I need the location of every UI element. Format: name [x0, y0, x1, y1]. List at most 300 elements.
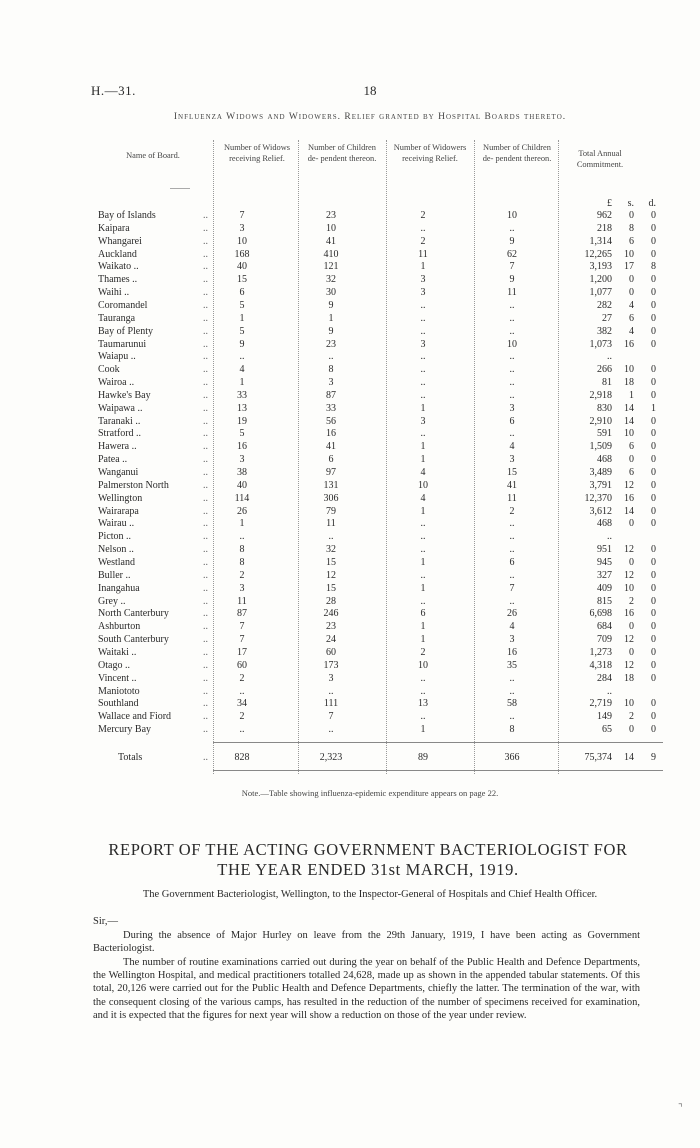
board-name: Buller ..: [98, 569, 131, 581]
widows-count: 8: [239, 544, 245, 556]
annual-commitment: [556, 711, 656, 722]
column-header-children-widowers: Number of Children de- pendent thereon.: [482, 143, 552, 163]
pounds: 81: [602, 377, 612, 388]
annual-commitment: [556, 467, 656, 478]
widows-count: ..: [239, 685, 245, 697]
table-row: [98, 454, 658, 465]
leader-dots: ..: [203, 608, 208, 620]
widowers-count: 6: [420, 608, 426, 620]
annual-commitment: [556, 621, 656, 632]
pence: 0: [651, 492, 656, 504]
annual-commitment: [556, 210, 656, 221]
pounds: 3,791: [589, 479, 612, 491]
children-widows-count: 56: [326, 415, 336, 427]
children-widows-count: 7: [328, 711, 334, 723]
pounds: 951: [597, 544, 612, 556]
table-row: [98, 544, 658, 555]
board-name: Kaipara: [98, 222, 130, 234]
shillings: 12: [624, 479, 634, 491]
widows-count: 168: [234, 248, 250, 260]
board-name: Taumarunui: [98, 338, 147, 350]
children-widows-count: 306: [323, 492, 339, 504]
pence: 0: [651, 621, 656, 633]
table-row: [98, 557, 658, 568]
shillings: 0: [629, 557, 634, 568]
leader-dots: ..: [203, 441, 208, 453]
leader-dots: ..: [203, 711, 208, 723]
table-row: [98, 634, 658, 645]
leader-dots: ..: [203, 402, 208, 414]
board-name: Waihi ..: [98, 287, 130, 299]
pence: 0: [651, 287, 656, 299]
table-row: [98, 339, 658, 350]
board-name: Palmerston North: [98, 479, 169, 491]
leader-dots: ..: [203, 248, 208, 260]
pence: 0: [651, 659, 656, 671]
pence: 0: [651, 428, 656, 440]
children-widowers-count: ..: [509, 312, 515, 324]
totals-label: Totals: [118, 752, 143, 763]
children-widows-count: 97: [326, 467, 336, 478]
children-widows-count: ..: [328, 531, 334, 543]
shillings: 2: [629, 595, 634, 607]
table-row: [98, 300, 658, 311]
widows-count: 17: [237, 646, 247, 658]
leader-dots: ..: [203, 752, 208, 763]
leader-dots: ..: [203, 582, 208, 594]
leader-dots: ..: [203, 492, 208, 504]
table-row: [98, 287, 658, 298]
annual-commitment: [556, 390, 656, 401]
shillings: 10: [624, 698, 634, 710]
annual-commitment: [556, 300, 656, 311]
table-row: [98, 351, 658, 362]
widows-count: 5: [239, 428, 245, 440]
leader-dots: ..: [203, 377, 208, 388]
pence: 0: [651, 557, 656, 568]
annual-commitment: [556, 274, 656, 285]
shillings: 2: [629, 711, 634, 723]
annual-commitment: [556, 583, 656, 594]
widowers-count: 1: [420, 582, 426, 594]
widows-count: 7: [239, 634, 245, 645]
salutation: Sir,—: [93, 916, 118, 927]
widows-count: 2: [239, 711, 245, 723]
board-name: Bay of Plenty: [98, 325, 153, 337]
widowers-count: 1: [420, 505, 426, 517]
table-row: [98, 313, 658, 324]
children-widowers-count: 26: [507, 608, 517, 620]
children-widows-count: 41: [326, 235, 336, 247]
corner-mark-icon: ⌝: [678, 1103, 683, 1114]
pence: 0: [651, 569, 656, 581]
board-name: Wairau ..: [98, 518, 135, 530]
total-shillings: 14: [624, 752, 634, 763]
children-widowers-count: ..: [509, 685, 515, 697]
table-row: [98, 261, 658, 272]
widows-count: 5: [239, 299, 245, 311]
pounds: 1,073: [589, 338, 612, 350]
children-widowers-count: ..: [509, 428, 515, 440]
pounds: 2,910: [589, 415, 612, 427]
children-widows-count: 10: [326, 222, 336, 234]
widowers-count: ..: [420, 595, 426, 607]
table-title: Influenza Widows and Widowers. Relief granted by Hospital Boards thereto.: [173, 112, 567, 122]
shillings: 18: [624, 672, 634, 684]
pence: 0: [651, 672, 656, 684]
widowers-count: 4: [420, 467, 426, 478]
board-name: Wallace and Fiord: [98, 711, 172, 723]
board-name: Vincent ..: [98, 672, 137, 684]
children-widowers-count: 11: [507, 492, 517, 504]
pence: 0: [651, 312, 656, 324]
children-widowers-count: 3: [509, 634, 515, 645]
board-name: Waikato ..: [98, 261, 139, 273]
children-widows-count: 3: [328, 672, 334, 684]
children-widowers-count: ..: [509, 711, 515, 723]
pence: 0: [651, 724, 656, 735]
pence: 0: [651, 698, 656, 710]
shillings: 12: [624, 544, 634, 556]
pounds: 3,193: [589, 261, 612, 273]
pence: 0: [651, 338, 656, 350]
table-row: [98, 596, 658, 607]
leader-dots: ..: [203, 364, 208, 376]
board-name: Hawera ..: [98, 441, 137, 453]
widowers-count: 1: [420, 724, 426, 735]
annual-commitment: [556, 454, 656, 465]
board-name: Westland: [98, 557, 135, 568]
total-pounds: 75,374: [584, 752, 612, 763]
widowers-count: ..: [420, 377, 426, 388]
pounds: 3,612: [589, 505, 612, 517]
annual-commitment: [556, 287, 656, 298]
pence-unit: d.: [648, 198, 656, 209]
widows-count: 16: [237, 441, 247, 453]
paragraph: The number of routine examinations carried out during the year on behalf of the Public Health and Defence Departments, the Wellington Hospital, and medical practitioners totalled 24,628, made up as shown in the appended tabular statements. Of this total, 20,126 were carried out for the Public Health and Defence Departments, chiefly the latter. The termination of the war, with the consequent closing of the various camps, has resulted in the reduction of the number of specimens received for examination, and it is expected that the figures for next year will show a reduction on those of the year under review.: [93, 957, 640, 1021]
annual-commitment: [556, 531, 656, 542]
widows-count: ..: [239, 351, 245, 363]
widows-count: 8: [239, 557, 245, 568]
leader-dots: ..: [203, 479, 208, 491]
totals-rule: [213, 742, 663, 743]
pence: 0: [651, 595, 656, 607]
board-name: Wairoa ..: [98, 377, 135, 388]
total-widows: 828: [234, 752, 250, 763]
widowers-count: 10: [418, 479, 428, 491]
children-widows-count: 87: [326, 389, 336, 401]
shillings: 16: [624, 492, 634, 504]
pence: 0: [651, 582, 656, 594]
widowers-count: 1: [420, 441, 426, 453]
board-name: South Canterbury: [98, 634, 169, 645]
shillings: 0: [629, 274, 634, 286]
annual-commitment: [556, 518, 656, 529]
board-name: Picton ..: [98, 531, 132, 543]
leader-dots: ..: [203, 518, 208, 530]
children-widowers-count: 6: [509, 415, 515, 427]
children-widowers-count: 7: [509, 261, 515, 273]
pounds: 1,200: [589, 274, 612, 286]
children-widows-count: 173: [323, 659, 339, 671]
pence: 0: [651, 210, 656, 221]
widows-count: 87: [237, 608, 247, 620]
widowers-count: ..: [420, 299, 426, 311]
report-title: REPORT OF THE ACTING GOVERNMENT BACTERIOLOGIST FOR THE YEAR ENDED 31st MARCH, 1919.: [108, 840, 628, 879]
shillings: 14: [624, 505, 634, 517]
pounds: 65: [602, 724, 612, 735]
widows-count: 4: [239, 364, 245, 376]
leader-dots: ..: [203, 685, 208, 697]
pounds: 2,719: [589, 698, 612, 710]
totals-row: [98, 752, 658, 763]
annual-commitment: [556, 673, 656, 684]
table-row: [98, 274, 658, 285]
pounds: 1,273: [589, 646, 612, 658]
children-widowers-count: 15: [507, 467, 517, 478]
widowers-count: 13: [418, 698, 428, 710]
annual-commitment: [556, 223, 656, 234]
shillings: 4: [629, 299, 634, 311]
children-widowers-count: ..: [509, 518, 515, 530]
children-widowers-count: ..: [509, 299, 515, 311]
pence: 0: [651, 518, 656, 530]
leader-dots: ..: [203, 544, 208, 556]
pence: 0: [651, 467, 656, 478]
widowers-count: ..: [420, 672, 426, 684]
children-widows-count: 32: [326, 274, 336, 286]
pounds: 2,918: [589, 389, 612, 401]
widows-count: 3: [239, 454, 245, 466]
table-row: [98, 583, 658, 594]
shillings: 10: [624, 364, 634, 376]
widows-count: 1: [239, 377, 245, 388]
widows-count: 34: [237, 698, 247, 710]
widowers-count: ..: [420, 222, 426, 234]
pounds: 282: [597, 299, 612, 311]
pence: 0: [651, 505, 656, 517]
pounds: 709: [597, 634, 612, 645]
pounds: 12,265: [584, 248, 612, 260]
widowers-count: 3: [420, 274, 426, 286]
children-widowers-count: 9: [509, 274, 515, 286]
children-widowers-count: 62: [507, 248, 517, 260]
pounds: 6,698: [589, 608, 612, 620]
pence: 0: [651, 479, 656, 491]
pounds: 1,509: [589, 441, 612, 453]
report-addressee: The Government Bacteriologist, Wellington, to the Inspector-General of Hospitals and Chief Health Officer.: [142, 889, 598, 900]
pounds: ..: [607, 351, 612, 363]
children-widowers-count: 8: [509, 724, 515, 735]
board-name: Nelson ..: [98, 544, 134, 556]
board-name: Stratford ..: [98, 428, 142, 440]
shillings: 8: [629, 222, 634, 234]
pounds: 830: [597, 402, 612, 414]
widows-count: 38: [237, 467, 247, 478]
children-widowers-count: 4: [509, 441, 515, 453]
column-header-name: Name of Board.: [126, 151, 180, 160]
children-widowers-count: ..: [509, 325, 515, 337]
shillings: 16: [624, 608, 634, 620]
widowers-count: 2: [420, 235, 426, 247]
table-row: [98, 724, 658, 735]
widowers-count: ..: [420, 531, 426, 543]
leader-dots: ..: [203, 287, 208, 299]
pence: 0: [651, 441, 656, 453]
table-row: [98, 403, 658, 414]
table-row: [98, 608, 658, 619]
annual-commitment: [556, 557, 656, 568]
leader-dots: ..: [203, 210, 208, 221]
pence: 8: [651, 261, 656, 273]
table-row: [98, 647, 658, 658]
annual-commitment: [556, 313, 656, 324]
widows-count: 6: [239, 287, 245, 299]
children-widows-count: 32: [326, 544, 336, 556]
annual-commitment: [556, 544, 656, 555]
shillings: 6: [629, 312, 634, 324]
annual-commitment: [556, 570, 656, 581]
children-widows-count: 23: [326, 621, 336, 633]
board-name: Taranaki ..: [98, 415, 141, 427]
pounds: 684: [597, 621, 612, 633]
annual-commitment: [556, 326, 656, 337]
widows-count: ..: [239, 531, 245, 543]
annual-commitment: [556, 608, 656, 619]
table-bottom-rule: [213, 770, 663, 771]
widows-count: 40: [237, 479, 247, 491]
widowers-count: ..: [420, 685, 426, 697]
board-name: Waitaki ..: [98, 646, 137, 658]
leader-dots: ..: [203, 415, 208, 427]
annual-commitment: [556, 403, 656, 414]
widowers-count: 1: [420, 557, 426, 568]
pence: 0: [651, 325, 656, 337]
children-widows-count: 6: [328, 454, 334, 466]
shillings: 4: [629, 325, 634, 337]
children-widowers-count: ..: [509, 222, 515, 234]
children-widows-count: 131: [323, 479, 339, 491]
pounds: 266: [597, 364, 612, 376]
children-widowers-count: 58: [507, 698, 517, 710]
total-children-widows: 2,323: [319, 752, 343, 763]
leader-dots: ..: [203, 505, 208, 517]
table-row: [98, 390, 658, 401]
board-name: Grey ..: [98, 595, 126, 607]
leader-dots: ..: [203, 659, 208, 671]
leader-dots: ..: [203, 467, 208, 478]
widows-count: 1: [239, 518, 245, 530]
shillings: 14: [624, 402, 634, 414]
widowers-count: ..: [420, 364, 426, 376]
board-name: Maniototo: [98, 685, 140, 697]
children-widows-count: 11: [326, 518, 336, 530]
widowers-count: 3: [420, 338, 426, 350]
pounds: 4,318: [589, 659, 612, 671]
board-name: Cook: [98, 364, 120, 376]
pence: 0: [651, 377, 656, 388]
children-widows-count: 9: [328, 325, 334, 337]
widows-count: 60: [237, 659, 247, 671]
board-name: Hawke's Bay: [98, 389, 151, 401]
shillings: 16: [624, 338, 634, 350]
table-row: [98, 377, 658, 388]
children-widowers-count: ..: [509, 364, 515, 376]
widows-count: 9: [239, 338, 245, 350]
shillings: 14: [624, 415, 634, 427]
widows-count: 19: [237, 415, 247, 427]
column-header-total: Total Annual Commitment.: [576, 149, 624, 169]
pence: 0: [651, 634, 656, 645]
annual-commitment: [556, 724, 656, 735]
annual-commitment: [556, 596, 656, 607]
widowers-count: 11: [418, 248, 428, 260]
pounds: 468: [597, 454, 612, 466]
board-name: Auckland: [98, 248, 137, 260]
widowers-count: ..: [420, 544, 426, 556]
children-widowers-count: ..: [509, 389, 515, 401]
shillings: 12: [624, 569, 634, 581]
leader-dots: ..: [203, 454, 208, 466]
children-widowers-count: ..: [509, 672, 515, 684]
board-name: Ashburton: [98, 621, 141, 633]
pence: 0: [651, 711, 656, 723]
children-widows-count: 9: [328, 299, 334, 311]
pounds: 382: [597, 325, 612, 337]
widows-count: 26: [237, 505, 247, 517]
shillings: 10: [624, 248, 634, 260]
children-widows-count: 3: [328, 377, 334, 388]
leader-dots: ..: [203, 634, 208, 645]
paragraph: During the absence of Major Hurley on leave from the 29th January, 1919, I have been acting as Government Bacteriologist.: [93, 930, 640, 955]
widows-count: 3: [239, 222, 245, 234]
widowers-count: 4: [420, 492, 426, 504]
children-widows-count: 28: [326, 595, 336, 607]
shillings: 6: [629, 235, 634, 247]
children-widowers-count: 10: [507, 210, 517, 221]
leader-dots: ..: [203, 389, 208, 401]
children-widowers-count: ..: [509, 569, 515, 581]
shillings: 12: [624, 659, 634, 671]
shillings: 10: [624, 428, 634, 440]
children-widows-count: 246: [323, 608, 339, 620]
pence: 0: [651, 646, 656, 658]
pounds: 945: [597, 557, 612, 568]
table-row: [98, 518, 658, 529]
table-row: [98, 480, 658, 491]
leader-dots: ..: [203, 531, 208, 543]
column-header-widowers: Number of Widowers receiving Relief.: [393, 143, 467, 163]
annual-commitment: [556, 698, 656, 709]
leader-dots: ..: [203, 235, 208, 247]
pounds: 3,489: [589, 467, 612, 478]
board-name: North Canterbury: [98, 608, 169, 620]
leader-dots: ..: [203, 299, 208, 311]
children-widows-count: ..: [328, 724, 334, 735]
widows-count: 15: [237, 274, 247, 286]
leader-dots: ..: [203, 261, 208, 273]
widowers-count: 2: [420, 210, 426, 221]
children-widowers-count: 2: [509, 505, 515, 517]
widowers-count: 2: [420, 646, 426, 658]
pence: 0: [651, 274, 656, 286]
table-row: [98, 698, 658, 709]
widowers-count: 1: [420, 621, 426, 633]
pence: 0: [651, 364, 656, 376]
table-note: Note.—Table showing influenza-epidemic expenditure appears on page 22.: [241, 788, 499, 798]
annual-commitment: [556, 480, 656, 491]
table-row: [98, 428, 658, 439]
